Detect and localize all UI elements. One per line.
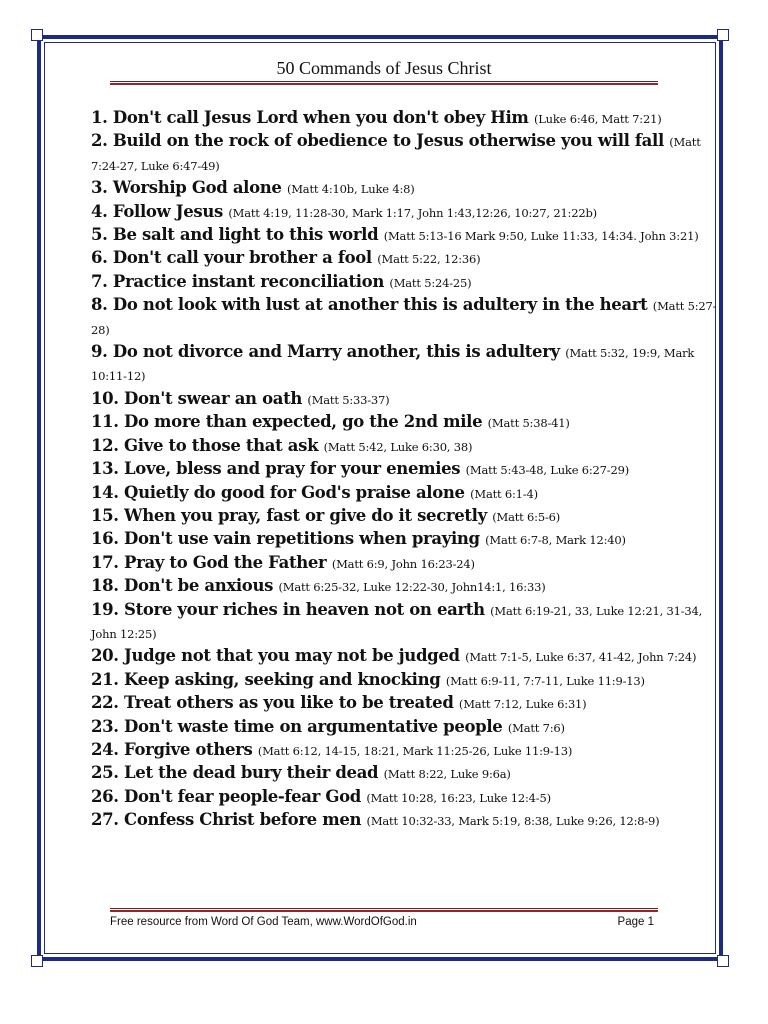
command-text: 24. Forgive others xyxy=(91,739,253,759)
list-item xyxy=(91,762,717,785)
command-reference: (Matt 5:33-37) xyxy=(307,392,390,407)
command-reference: (Matt 6:9-11, 7:7-11, Luke 11:9-13) xyxy=(445,673,645,688)
list-item xyxy=(91,692,717,715)
command-text: 7. Practice instant reconciliation xyxy=(91,271,384,291)
commands-list xyxy=(91,107,717,833)
command-reference: (Matt 8:22, Luke 9:6a) xyxy=(383,767,511,782)
command-text: 23. Don't waste time on argumentative people xyxy=(91,716,503,736)
command-reference: (Matt 6:7-8, Mark 12:40) xyxy=(485,533,626,548)
command-reference: (Matt 4:10b, Luke 4:8) xyxy=(286,182,415,197)
command-reference: (Matt 5:42, Luke 6:30, 38) xyxy=(323,439,473,454)
list-item xyxy=(91,809,717,832)
command-reference: (Matt 5:24-25) xyxy=(389,275,472,290)
corner-ornament-top-left xyxy=(31,29,43,41)
list-item xyxy=(91,786,717,809)
command-text: 12. Give to those that ask xyxy=(91,435,319,455)
command-text: 16. Don't use vain repetitions when praying xyxy=(91,529,480,549)
page-number: Page 1 xyxy=(617,916,654,928)
list-item xyxy=(91,645,717,668)
list-item xyxy=(91,716,717,739)
command-text: 25. Let the dead bury their dead xyxy=(91,763,379,783)
list-item xyxy=(91,482,717,505)
command-reference: (Matt 10:28, 16:23, Luke 12:4-5) xyxy=(366,790,551,805)
command-text: 21. Keep asking, seeking and knocking xyxy=(91,669,441,689)
page-title: 50 Commands of Jesus Christ xyxy=(276,58,492,78)
list-item xyxy=(91,201,717,224)
header-rule xyxy=(110,81,658,85)
command-reference: (Matt 7:24-27, Luke 6:47-49) xyxy=(91,135,701,173)
list-item xyxy=(91,294,717,341)
corner-ornament-top-right xyxy=(717,29,729,41)
command-text: 9. Do not divorce and Marry another, this is adultery xyxy=(91,342,560,362)
footer-source: Free resource from Word Of God Team, www.WordOfGod.in xyxy=(110,916,417,928)
list-item xyxy=(91,130,717,177)
command-text: 5. Be salt and light to this world xyxy=(91,225,379,245)
list-item xyxy=(91,341,717,388)
command-text: 26. Don't fear people-fear God xyxy=(91,786,361,806)
footer-rule xyxy=(110,908,658,912)
command-text: 19. Store your riches in heaven not on earth xyxy=(91,599,485,619)
command-text: 3. Worship God alone xyxy=(91,178,282,198)
corner-ornament-bottom-right xyxy=(717,955,729,967)
list-item xyxy=(91,107,717,130)
command-reference: (Matt 5:32, 19:9, Mark 10:11-12) xyxy=(91,346,695,384)
command-reference: (Matt 6:1-4) xyxy=(470,486,538,501)
command-text: 20. Judge not that you may not be judged xyxy=(91,646,460,666)
command-reference: (Matt 6:25-32, Luke 12:22-30, John14:1, 16:33) xyxy=(278,580,546,595)
command-text: 11. Do more than expected, go the 2nd mile xyxy=(91,412,483,432)
list-item xyxy=(91,599,717,646)
command-reference: (Luke 6:46, Matt 7:21) xyxy=(533,112,662,126)
command-reference: (Matt 5:43-48, Luke 6:27-29) xyxy=(465,463,629,478)
list-item xyxy=(91,388,717,411)
command-text: 4. Follow Jesus xyxy=(91,201,223,221)
list-item xyxy=(91,739,717,762)
command-text: 10. Don't swear an oath xyxy=(91,388,302,408)
list-item xyxy=(91,528,717,551)
list-item xyxy=(91,224,717,247)
list-item xyxy=(91,458,717,481)
command-text: 14. Quietly do good for God's praise alone xyxy=(91,482,465,502)
list-item xyxy=(91,435,717,458)
list-item xyxy=(91,177,717,200)
list-item xyxy=(91,575,717,598)
command-reference: (Matt 6:5-6) xyxy=(492,509,561,524)
list-item xyxy=(91,669,717,692)
command-reference: (Matt 7:6) xyxy=(507,720,565,735)
command-reference: (Matt 10:32-33, Mark 5:19, 8:38, Luke 9:26, 12:8-9) xyxy=(366,814,660,829)
command-text: 22. Treat others as you like to be treated xyxy=(91,693,454,713)
list-item xyxy=(91,271,717,294)
command-reference: (Matt 5:13-16 Mark 9:50, Luke 11:33, 14:34. John 3:21) xyxy=(383,229,699,244)
list-item xyxy=(91,247,717,270)
command-text: 18. Don't be anxious xyxy=(91,576,274,596)
corner-ornament-bottom-left xyxy=(31,955,43,967)
command-text: 1. Don't call Jesus Lord when you don't obey Him xyxy=(91,108,529,127)
command-reference: (Matt 6:9, John 16:23-24) xyxy=(331,556,475,571)
list-item xyxy=(91,505,717,528)
command-reference: (Matt 5:27-28) xyxy=(91,299,717,337)
command-reference: (Matt 5:38-41) xyxy=(487,416,570,431)
command-reference: (Matt 7:1-5, Luke 6:37, 41-42, John 7:24) xyxy=(465,650,697,665)
command-reference: (Matt 5:22, 12:36) xyxy=(377,252,481,267)
command-text: 6. Don't call your brother a fool xyxy=(91,248,372,268)
command-reference: (Matt 6:19-21, 33, Luke 12:21, 31-34, John 12:25) xyxy=(91,603,703,641)
list-item xyxy=(91,411,717,434)
command-reference: (Matt 4:19, 11:28-30, Mark 1:17, John 1:43,12:26, 10:27, 21:22b) xyxy=(228,205,597,220)
command-text: 27. Confess Christ before men xyxy=(91,810,362,830)
command-reference: (Matt 7:12, Luke 6:31) xyxy=(458,697,587,712)
command-text: 17. Pray to God the Father xyxy=(91,552,327,572)
command-text: 15. When you pray, fast or give do it secretly xyxy=(91,505,487,525)
list-item xyxy=(91,552,717,575)
command-text: 13. Love, bless and pray for your enemies xyxy=(91,459,461,479)
command-text: 2. Build on the rock of obedience to Jesus otherwise you will fall xyxy=(91,131,664,151)
command-reference: (Matt 6:12, 14-15, 18:21, Mark 11:25-26, Luke 11:9-13) xyxy=(257,743,573,758)
command-text: 8. Do not look with lust at another this is adultery in the heart xyxy=(91,295,648,315)
